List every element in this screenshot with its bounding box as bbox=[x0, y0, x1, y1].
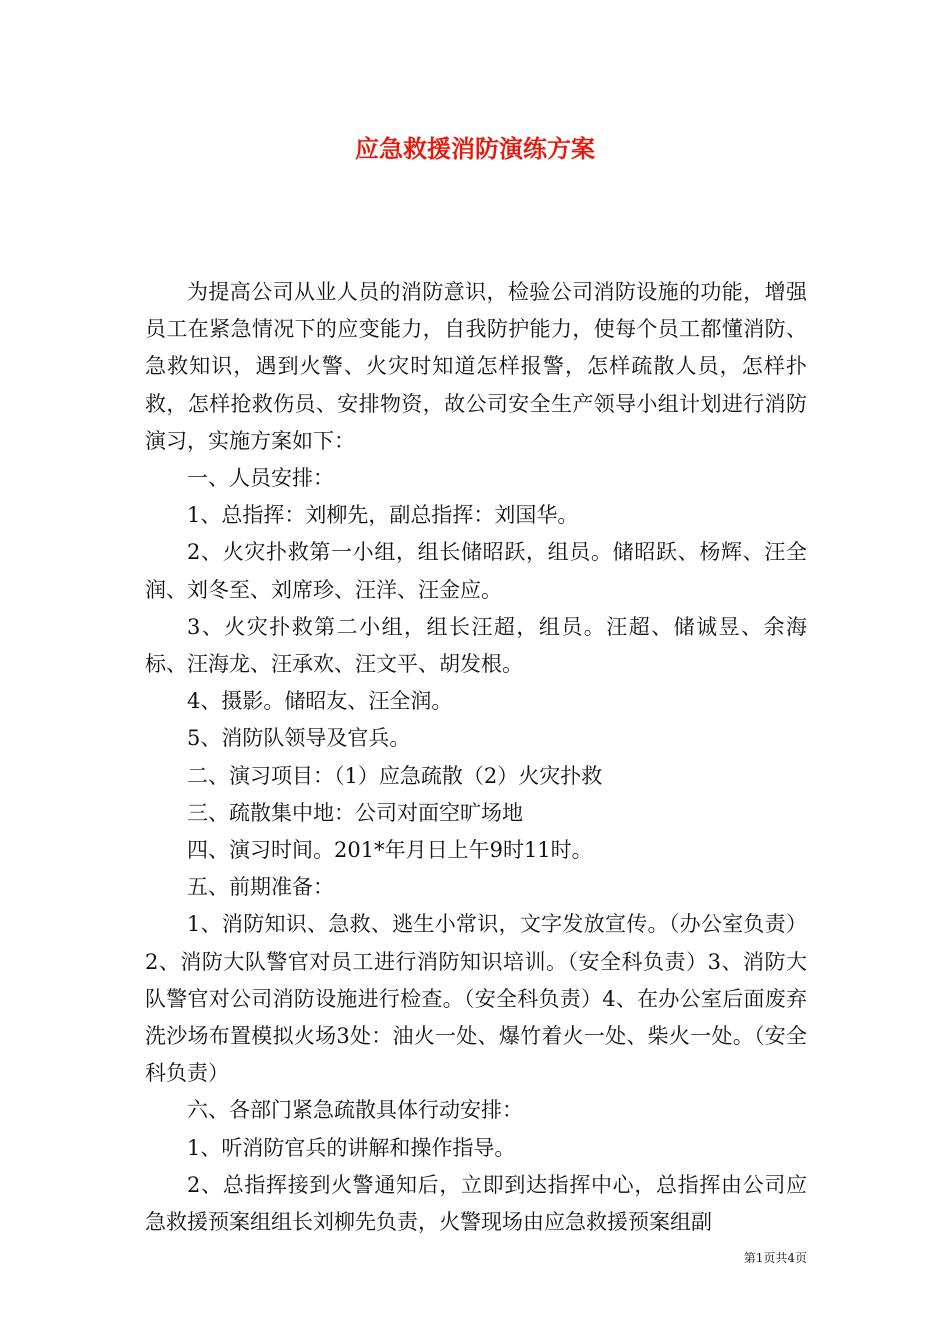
document-body bbox=[145, 274, 807, 1241]
page-number: 第1页共4页 bbox=[743, 1251, 807, 1265]
list-item: 2、火灾扑救第一小组，组长储昭跃，组员。储昭跃、杨辉、汪全润、刘冬至、刘席珍、汪洋、汪金应。 bbox=[145, 540, 807, 602]
list-item: 3、火灾扑救第二小组，组长汪超，组员。汪超、储诚昱、余海标、汪海龙、汪承欢、汪文平、胡发根。 bbox=[145, 614, 807, 677]
section-heading-assembly: 三、疏散集中地：公司对面空旷场地 bbox=[187, 800, 523, 825]
section-heading-preparation: 五、前期准备： bbox=[187, 875, 334, 900]
list-item: 1、消防知识、急救、逃生小常识，文字发放宣传。（办公室负责）2、消防大队警官对员工进行消防知识培训。（安全科负责）3、消防大队警官对公司消防设施进行检查。（安全科负责）4、在办公室后面废弃洗沙场布置模拟火场3处：油火一处、爆竹着火一处、柴火一处。（安全科负责） bbox=[145, 912, 807, 1086]
intro-paragraph: 为提高公司从业人员的消防意识，检验公司消防设施的功能，增强员工在紧急情况下的应变能力，自我防护能力，使每个员工都懂消防、急救知识，遇到火警、火灾时知道怎样报警，怎样疏散人员，怎样扑救，怎样抢救伤员、安排物资，故公司安全生产领导小组计划进行消防演习，实施方案如下： bbox=[145, 280, 807, 453]
page-title: 应急救援消防演练方案 bbox=[355, 134, 595, 163]
section-heading-evacuation: 六、各部门紧急疏散具体行动安排： bbox=[187, 1098, 523, 1123]
section-heading-time: 四、演习时间。201*年月日上午9时11时。 bbox=[187, 838, 593, 863]
list-item: 4、摄影。储昭友、汪全润。 bbox=[187, 689, 453, 714]
list-item: 1、听消防官兵的讲解和操作指导。 bbox=[187, 1135, 516, 1160]
section-heading-drill-items: 二、演习项目：（1）应急疏散（2）火灾扑救 bbox=[187, 763, 603, 788]
list-item: 5、消防队领导及官兵。 bbox=[187, 726, 411, 751]
list-item: 2、总指挥接到火警通知后，立即到达指挥中心，总指挥由公司应急救援预案组组长刘柳先负责，火警现场由应急救援预案组副 bbox=[145, 1172, 807, 1235]
section-heading-personnel: 一、人员安排： bbox=[187, 466, 334, 491]
list-item: 1、总指挥：刘柳先，副总指挥：刘国华。 bbox=[187, 503, 579, 528]
